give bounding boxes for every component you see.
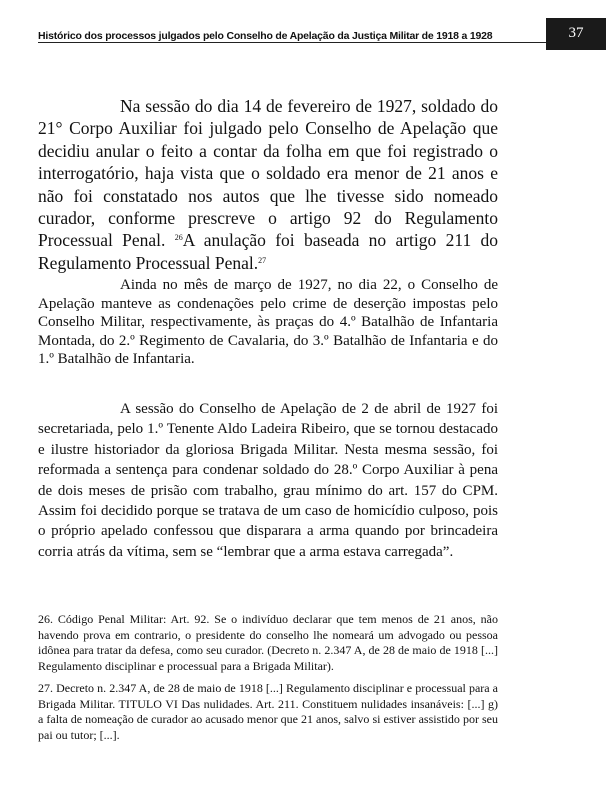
running-header-title: Histórico dos processos julgados pelo Conselho de Apelação da Justiça Militar de 1918 a 1928: [38, 30, 493, 42]
paragraph-2-text: Ainda no mês de março de 1927, no dia 22, o Conselho de Apelação manteve as condenações pelo crime de deserção impostas pelo Conselho Militar, respectivamente, às praças do 4.º Batalhão de Infantaria Montada, do 2.º Regimento de Cavalaria, do 3.º Batalhão de Infantaria e do 1.º Batalhão de Infantaria.: [38, 277, 498, 368]
paragraph-1-text: Na sessão do dia 14 de fevereiro de 1927, soldado do 21° Corpo Auxiliar foi julgado pelo Conselho de Apelação que decidiu anular o feito a contar da folha em que foi registrado o interrogatório, haja vista que o soldado era menor de 21 anos e não foi constatado nos autos que lhe tivesse sido nomeado curador, conforme prescreve o artigo 92 do Regulamento Processual Penal.: [38, 96, 498, 251]
header-divider: [38, 42, 546, 43]
page-number: 37: [546, 18, 606, 50]
footnote-26: 26. Código Penal Militar: Art. 92. Se o indivíduo declarar que tem menos de 21 anos, não havendo prova em contrario, o presidente do conselho lhe nomeará um advogado ou pessoa idônea para tratar da defesa, como seu curador. (Decreto n. 2.347 A, de 28 de maio de 1918 [...] Regulamento disciplinar e processual para a Brigada Militar).: [38, 612, 498, 673]
paragraph-1-tail: A anulação foi baseada no artigo 211 do Regulamento Processual Penal.: [38, 230, 499, 273]
footnote-ref-26: 26: [174, 233, 183, 243]
paragraph-2: [38, 276, 498, 369]
paragraph-1: [38, 95, 498, 274]
footnote-27: 27. Decreto n. 2.347 A, de 28 de maio de 1918 [...] Regulamento disciplinar e processual para a Brigada Militar. TITULO VI Das nulidades. Art. 211. Constituem nulidades insanáveis: [...] g) a falta de nomeação de curador ao acusado menor que 21 anos, salvo si estiver assistido por seu pai ou tutor; [...].: [38, 681, 498, 742]
paragraph-3: [38, 399, 498, 562]
paragraph-3-text: A sessão do Conselho de Apelação de 2 de abril de 1927 foi secretariada, pelo 1.º Tenente Aldo Ladeira Ribeiro, que se tornou destacado e ilustre historiador da gloriosa Brigada Militar. Nesta mesma sessão, foi reformada a sentença para condenar soldado do 28.º Corpo Auxiliar à pena de dois meses de prisão com trabalho, grau mínimo do art. 157 do CPM. Assim foi decidido porque se tratava de um caso de homicídio culposo, pois o próprio apelado confessou que disparara a arma quando por brincadeira corria atrás da vítima, sem se “lembrar que a arma estava carregada”.: [38, 401, 498, 560]
footnote-ref-27: 27: [258, 255, 267, 265]
